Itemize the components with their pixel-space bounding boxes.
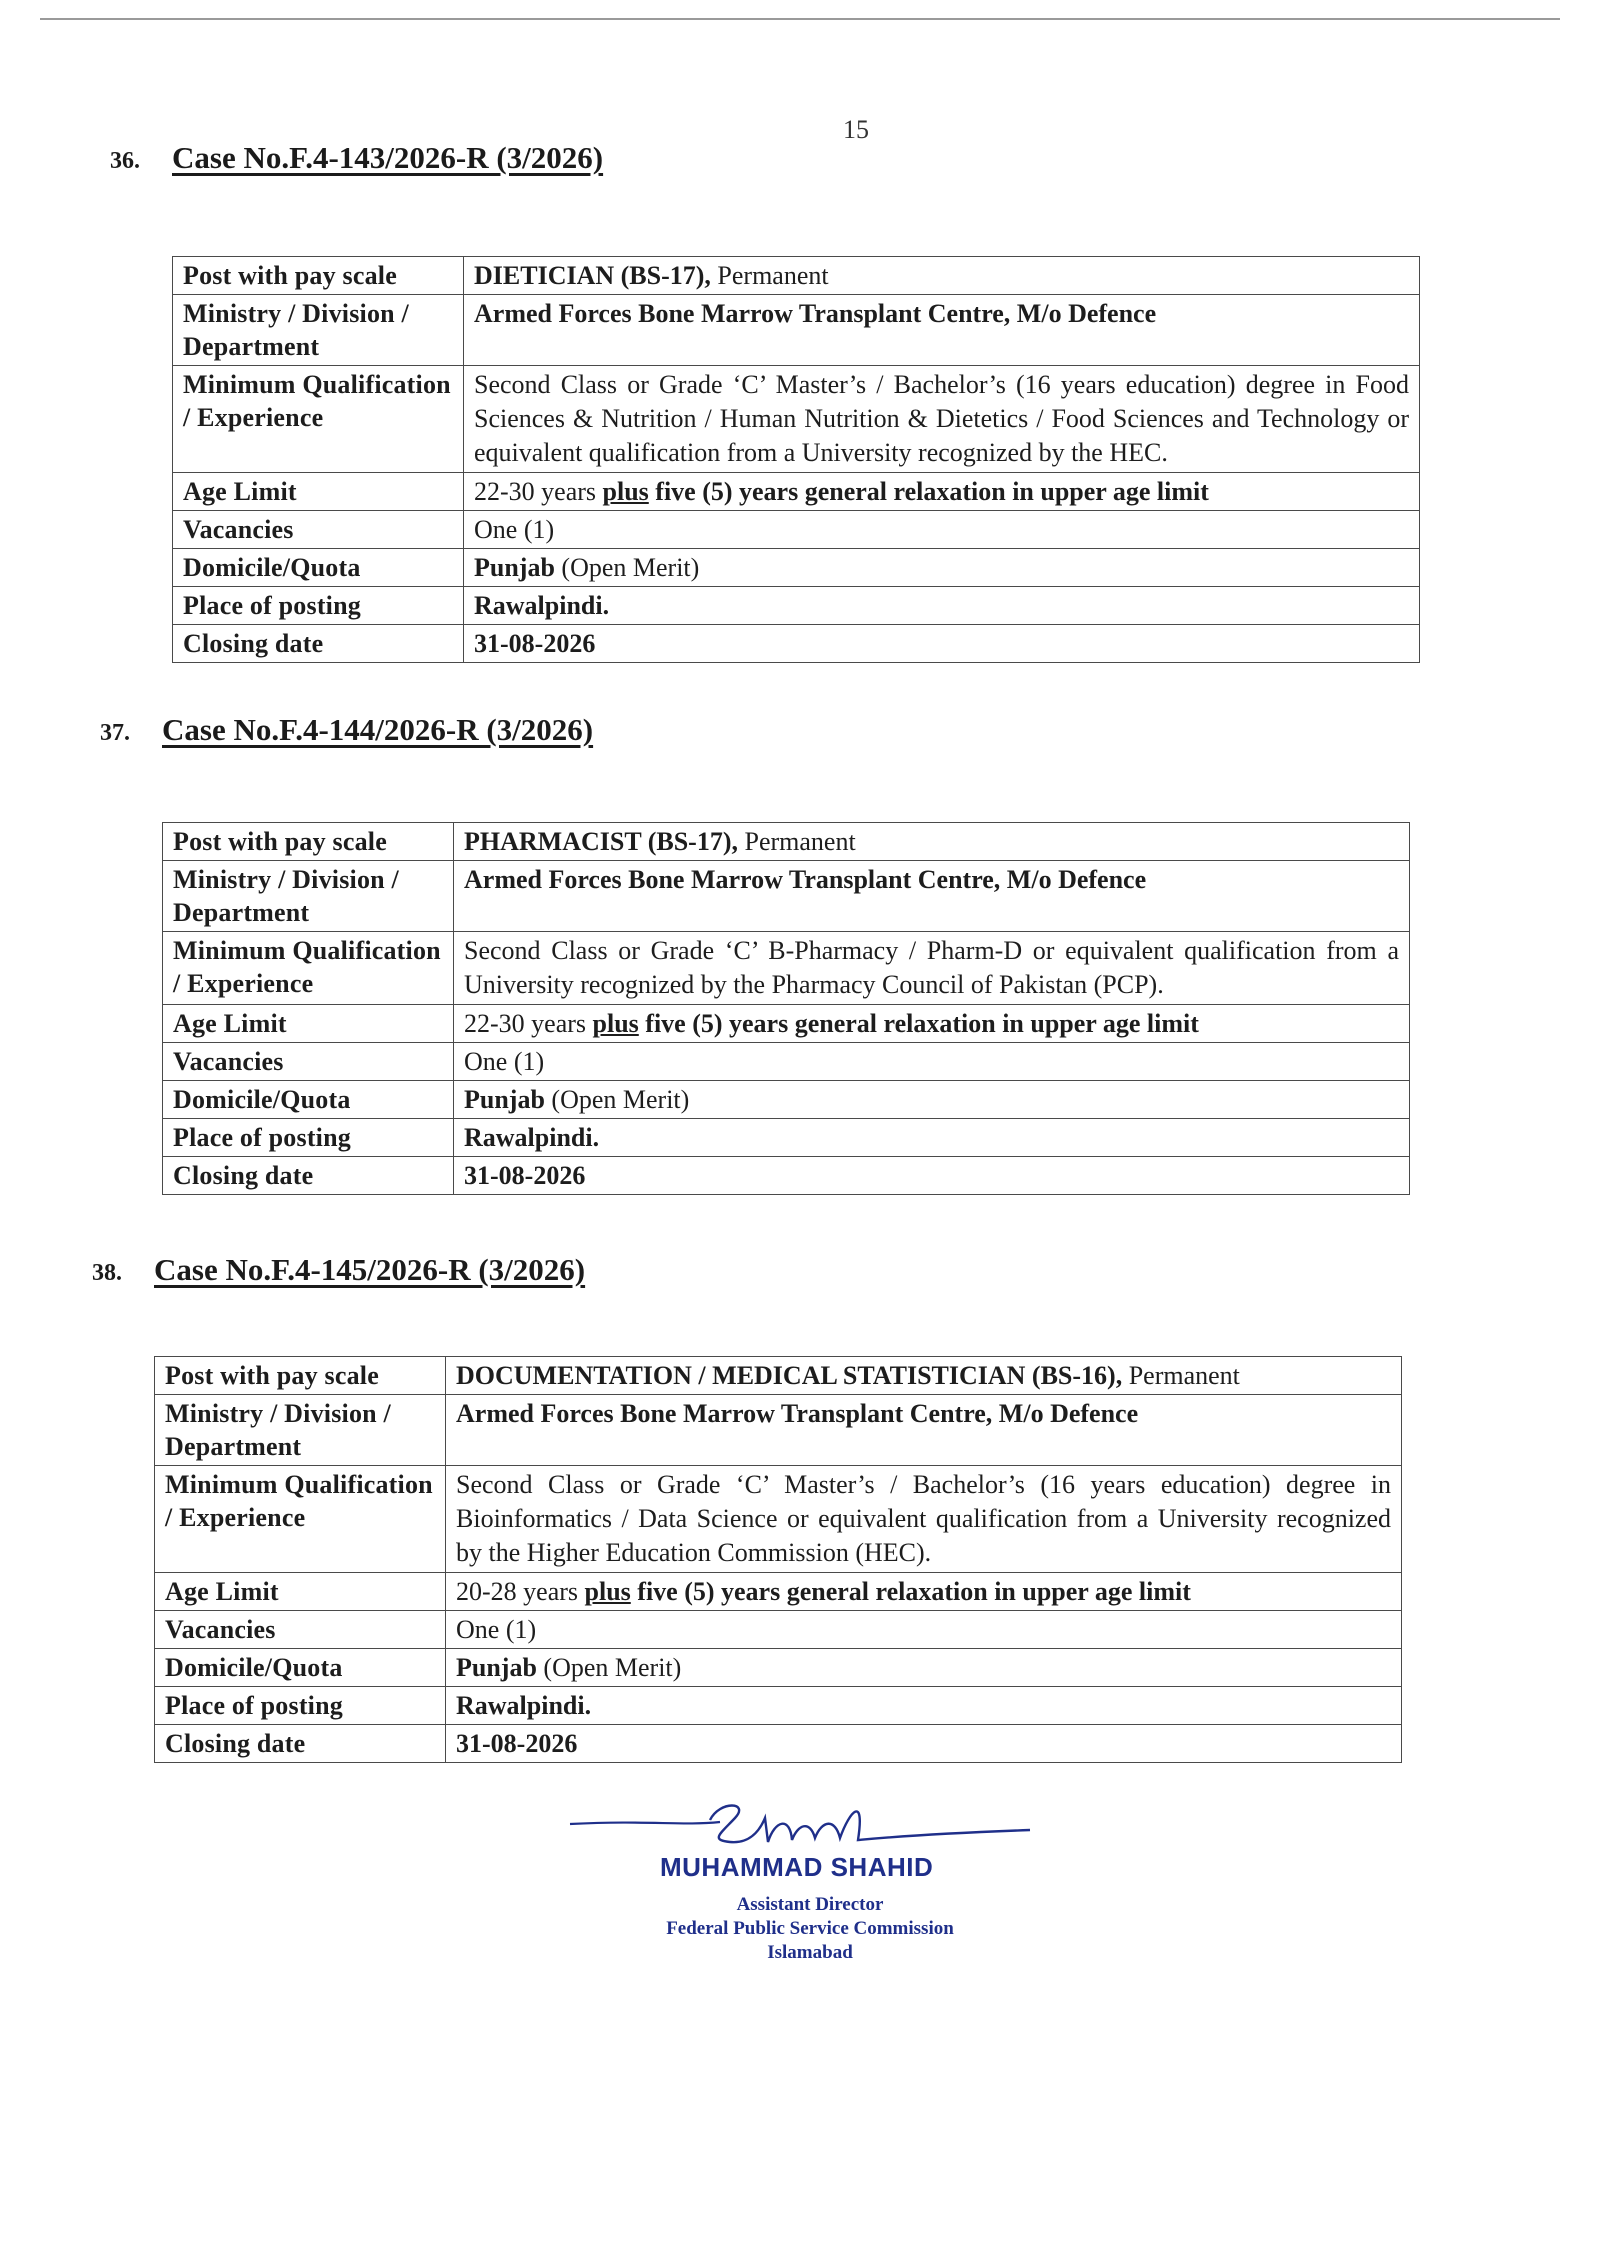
- signatory-name: MUHAMMAD SHAHID: [660, 1852, 934, 1882]
- closing-date-value: 31-08-2026: [464, 625, 1420, 663]
- case-number: 37.: [100, 720, 130, 746]
- table-row: [155, 1466, 1402, 1573]
- row-label: Ministry / Division / Department: [155, 1395, 446, 1466]
- case-heading: [92, 1252, 585, 1288]
- row-label: Ministry / Division / Department: [163, 861, 454, 932]
- table-row: [173, 473, 1420, 511]
- table-row: [173, 257, 1420, 295]
- case-table: [154, 1356, 1402, 1763]
- table-row: [163, 932, 1410, 1005]
- case-title: Case No.F.4-145/2026-R (3/2026): [154, 1252, 586, 1287]
- table-row: [155, 1649, 1402, 1687]
- table-row: [155, 1395, 1402, 1466]
- post-title: DOCUMENTATION / MEDICAL STATISTICIAN (BS-16),: [456, 1361, 1123, 1390]
- age-relaxation: five (5) years general relaxation in upper age limit: [638, 1009, 1199, 1038]
- qualification-value: Second Class or Grade ‘C’ Master’s / Bachelor’s (16 years education) degree in Food Sciences & Nutrition / Human Nutrition & Dietetics / Food Sciences and Technology or equivalent qualification from a University recognized by the HEC.: [464, 366, 1420, 473]
- closing-date-value: 31-08-2026: [454, 1157, 1410, 1195]
- row-label: Domicile/Quota: [163, 1081, 454, 1119]
- post-value: [464, 257, 1420, 295]
- domicile-quota: (Open Merit): [536, 1653, 682, 1682]
- table-row: [163, 1005, 1410, 1043]
- domicile-quota: (Open Merit): [544, 1085, 690, 1114]
- age-plus: plus: [592, 1009, 639, 1038]
- row-label: Age Limit: [155, 1573, 446, 1611]
- row-label: Vacancies: [163, 1043, 454, 1081]
- case-heading: [110, 140, 603, 176]
- table-row: [173, 366, 1420, 473]
- row-label: Age Limit: [173, 473, 464, 511]
- row-label: Vacancies: [173, 511, 464, 549]
- domicile-province: Punjab: [474, 553, 555, 582]
- posting-value: Rawalpindi.: [454, 1119, 1410, 1157]
- qualification-value: Second Class or Grade ‘C’ Master’s / Bachelor’s (16 years education) degree in Bioinformatics / Data Science or equivalent qualification from a University recognized by the Higher Education Commission (HEC).: [446, 1466, 1402, 1573]
- case-title: Case No.F.4-143/2026-R (3/2026): [172, 140, 604, 175]
- table-row: [163, 1119, 1410, 1157]
- vacancies-value: One (1): [454, 1043, 1410, 1081]
- age-range: 22-30 years: [464, 1009, 593, 1038]
- row-label: Vacancies: [155, 1611, 446, 1649]
- row-label: Ministry / Division / Department: [173, 295, 464, 366]
- post-status: Permanent: [1122, 1361, 1240, 1390]
- table-row: [173, 511, 1420, 549]
- age-limit-value: [454, 1005, 1410, 1043]
- closing-date-value: 31-08-2026: [446, 1725, 1402, 1763]
- table-row: [173, 295, 1420, 366]
- row-label: Closing date: [173, 625, 464, 663]
- domicile-value: [454, 1081, 1410, 1119]
- ministry-value: Armed Forces Bone Marrow Transplant Centre, M/o Defence: [454, 861, 1410, 932]
- age-relaxation: five (5) years general relaxation in upper age limit: [630, 1577, 1191, 1606]
- case-number: 36.: [110, 148, 140, 174]
- case-title: Case No.F.4-144/2026-R (3/2026): [162, 712, 594, 747]
- row-label: Closing date: [155, 1725, 446, 1763]
- posting-value: Rawalpindi.: [446, 1687, 1402, 1725]
- ministry-value: Armed Forces Bone Marrow Transplant Centre, M/o Defence: [464, 295, 1420, 366]
- post-title: DIETICIAN (BS-17),: [474, 261, 711, 290]
- row-label: Age Limit: [163, 1005, 454, 1043]
- age-relaxation: five (5) years general relaxation in upper age limit: [648, 477, 1209, 506]
- signatory-city: Islamabad: [767, 1942, 853, 1963]
- table-row: [163, 823, 1410, 861]
- domicile-value: [446, 1649, 1402, 1687]
- domicile-quota: (Open Merit): [554, 553, 700, 582]
- age-limit-value: [464, 473, 1420, 511]
- signatory-organization: Federal Public Service Commission: [666, 1918, 954, 1939]
- ministry-value: Armed Forces Bone Marrow Transplant Centre, M/o Defence: [446, 1395, 1402, 1466]
- table-row: [155, 1357, 1402, 1395]
- case-heading: [100, 712, 593, 748]
- age-range: 22-30 years: [474, 477, 603, 506]
- row-label: Place of posting: [155, 1687, 446, 1725]
- row-label: Post with pay scale: [155, 1357, 446, 1395]
- post-status: Permanent: [737, 827, 856, 856]
- table-row: [155, 1687, 1402, 1725]
- age-range: 20-28 years: [456, 1577, 585, 1606]
- post-value: [454, 823, 1410, 861]
- table-row: [155, 1611, 1402, 1649]
- row-label: Minimum Qualification / Experience: [163, 932, 454, 1005]
- row-label: Place of posting: [163, 1119, 454, 1157]
- row-label: Post with pay scale: [173, 257, 464, 295]
- post-title: PHARMACIST (BS-17),: [464, 827, 738, 856]
- table-row: [173, 587, 1420, 625]
- domicile-value: [464, 549, 1420, 587]
- age-plus: plus: [584, 1577, 631, 1606]
- page-number: 15: [843, 115, 869, 144]
- signatory-designation: Assistant Director: [736, 1894, 884, 1915]
- row-label: Closing date: [163, 1157, 454, 1195]
- table-row: [155, 1573, 1402, 1611]
- row-label: Place of posting: [173, 587, 464, 625]
- row-label: Domicile/Quota: [173, 549, 464, 587]
- case-table: [172, 256, 1420, 663]
- table-row: [163, 1043, 1410, 1081]
- post-status: Permanent: [710, 261, 829, 290]
- table-row: [173, 549, 1420, 587]
- age-limit-value: [446, 1573, 1402, 1611]
- case-number: 38.: [92, 1260, 122, 1286]
- top-rule: [40, 18, 1560, 20]
- posting-value: Rawalpindi.: [464, 587, 1420, 625]
- domicile-province: Punjab: [456, 1653, 537, 1682]
- case-table: [162, 822, 1410, 1195]
- vacancies-value: One (1): [464, 511, 1420, 549]
- table-row: [163, 1081, 1410, 1119]
- table-row: [163, 1157, 1410, 1195]
- table-row: [173, 625, 1420, 663]
- domicile-province: Punjab: [464, 1085, 545, 1114]
- table-row: [155, 1725, 1402, 1763]
- signature-block: [560, 1790, 1060, 1970]
- row-label: Domicile/Quota: [155, 1649, 446, 1687]
- row-label: Minimum Qualification / Experience: [173, 366, 464, 473]
- post-value: [446, 1357, 1402, 1395]
- qualification-value: Second Class or Grade ‘C’ B-Pharmacy / Pharm-D or equivalent qualification from a University recognized by the Pharmacy Council of Pakistan (PCP).: [454, 932, 1410, 1005]
- vacancies-value: One (1): [446, 1611, 1402, 1649]
- row-label: Minimum Qualification / Experience: [155, 1466, 446, 1573]
- age-plus: plus: [602, 477, 649, 506]
- table-row: [163, 861, 1410, 932]
- row-label: Post with pay scale: [163, 823, 454, 861]
